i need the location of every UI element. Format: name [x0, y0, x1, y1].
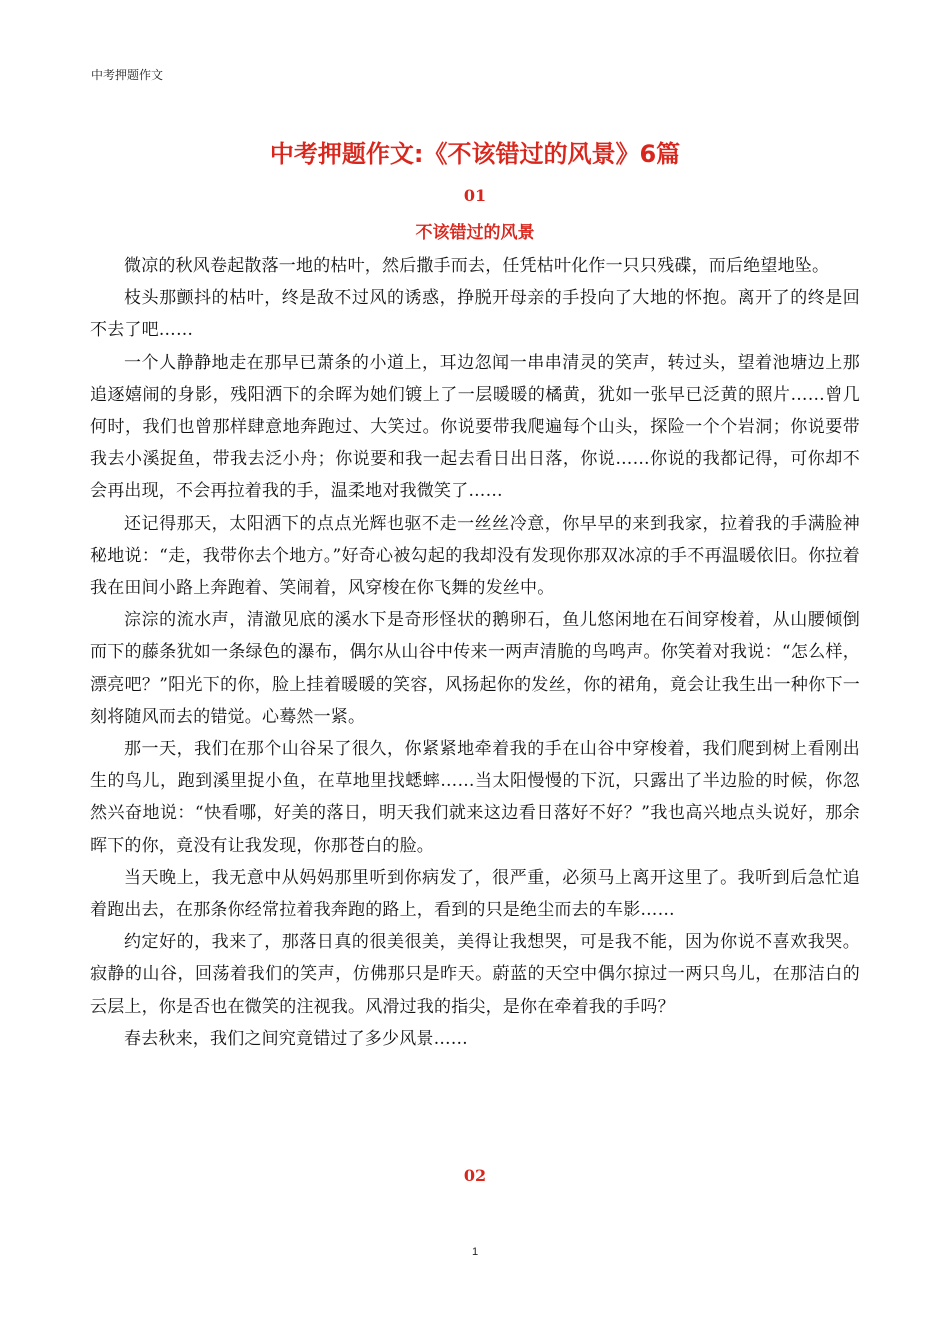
section-1-number: 01	[463, 186, 487, 205]
section-2-number: 02	[463, 1166, 487, 1185]
paragraph: 当天晚上，我无意中从妈妈那里听到你病发了，很严重，必须马上离开这里了。我听到后急忙追着跑出去，在那条你经常拉着我奔跑的路上，看到的只是绝尘而去的车影……	[90, 867, 860, 921]
document-title: 中考押题作文:《不该错过的风景》6篇	[269, 140, 681, 168]
paragraph: 一个人静静地走在那早已萧条的小道上，耳边忽闻一串串清灵的笑声，转过头，望着池塘边上那追逐嬉闹的身影，残阳洒下的余晖为她们镀上了一层暖暖的橘黄，犹如一张早已泛黄的照片……曾几何时，我们也曾那样肆意地奔跑过、大笑过。你说要带我爬遍每个山头，探险一个个岩洞；你说要带我去小溪捉鱼，带我去泛小舟；你说要和我一起去看日出日落，你说……你说的我都记得，可你却不会再出现，不会再拉着我的手，温柔地对我微笑了……	[90, 352, 860, 502]
paragraph: 约定好的，我来了，那落日真的很美很美，美得让我想哭，可是我不能，因为你说不喜欢我哭。寂静的山谷，回荡着我们的笑声，仿佛那只是昨天。蔚蓝的天空中偶尔掠过一两只鸟儿，在那洁白的云层上，你是否也在微笑的注视我。风滑过我的指尖，是你在牵着我的手吗？	[90, 932, 860, 1017]
paragraph: 微凉的秋风卷起散落一地的枯叶，然后撒手而去，任凭枯叶化作一只只残碟，而后绝望地坠。	[124, 256, 830, 276]
article-body	[90, 250, 860, 1055]
paragraph: 枝头那颤抖的枯叶，终是敌不过风的诱惑，挣脱开母亲的手投向了大地的怀抱。离开了的终是回不去了吧……	[90, 288, 860, 341]
paragraph: 那一天，我们在那个山谷呆了很久，你紧紧地牵着我的手在山谷中穿梭着，我们爬到树上看刚出生的鸟儿，跑到溪里捉小鱼，在草地里找蟋蟀……当太阳慢慢的下沉，只露出了半边脸的时候，你忽然兴奋地说：“快看哪，好美的落日，明天我们就来这边看日落好不好？”我也高兴地点头说好，那余晖下的你，竟没有让我发现，你那苍白的脸。	[90, 739, 860, 856]
paragraph: 春去秋来，我们之间究竟错过了多少风景……	[124, 1028, 468, 1049]
paragraph: 还记得那天，太阳洒下的点点光辉也驱不走一丝丝冷意，你早早的来到我家，拉着我的手满脸神秘地说：“走，我带你去个地方。”好奇心被勾起的我却没有发现你那双冰凉的手不再温暖依旧。你拉着我在田间小路上奔跑着、笑闹着，风穿梭在你飞舞的发丝中。	[90, 513, 860, 599]
paragraph: 淙淙的流水声，清澈见底的溪水下是奇形怪状的鹅卵石，鱼儿悠闲地在石间穿梭着，从山腰倾倒而下的藤条犹如一条绿色的瀑布，偶尔从山谷中传来一两声清脆的鸟鸣声。你笑着对我说：“怎么样，漂亮吧？”阳光下的你，脸上挂着暖暖的笑容，风扬起你的发丝，你的裙角，竟会让我生出一种你下一刻将随风而去的错觉。心蓦然一紧。	[90, 610, 860, 727]
section-1-heading: 不该错过的风景	[415, 223, 535, 243]
page-number: 1	[471, 1246, 479, 1258]
page-header: 中考押题作文	[91, 68, 164, 82]
